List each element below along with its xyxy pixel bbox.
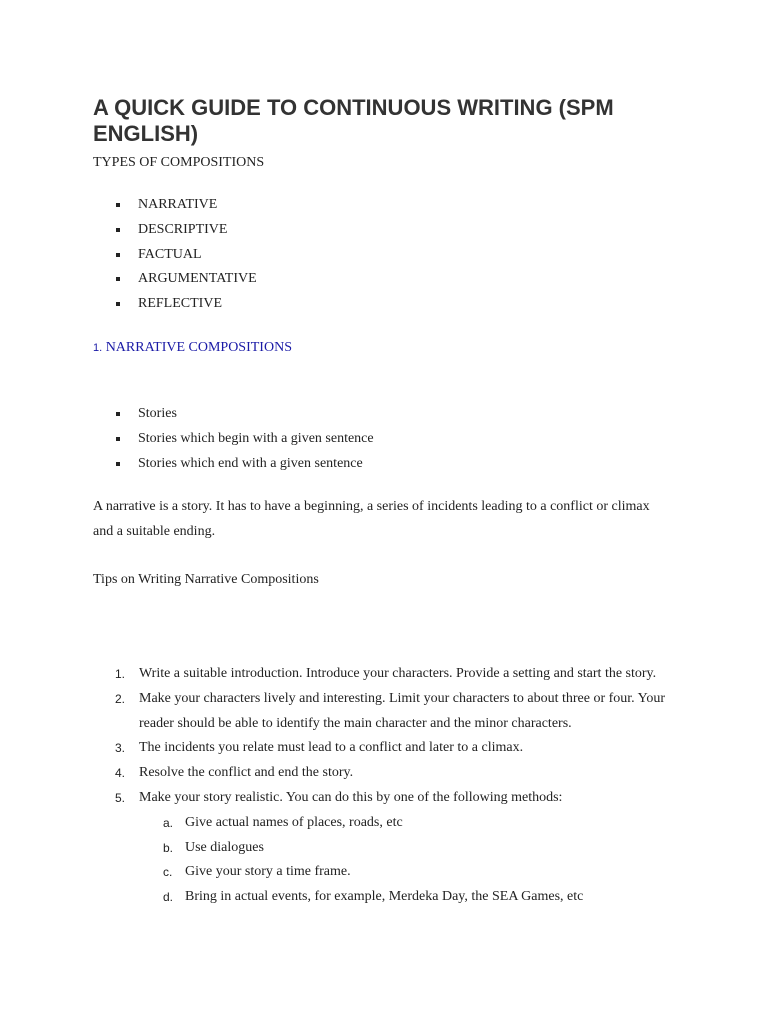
list-item <box>93 427 374 452</box>
list-item-text: Stories which end with a given sentence <box>138 455 363 471</box>
document-title: A QUICK GUIDE TO CONTINUOUS WRITING (SPM ENGLISH) <box>93 95 614 146</box>
bullet-icon <box>116 277 120 281</box>
list-item <box>93 662 693 687</box>
tips-list <box>93 662 693 910</box>
list-item <box>93 761 693 786</box>
list-item-text: Stories which begin with a given sentence <box>138 430 374 446</box>
tips-heading: Tips on Writing Narrative Compositions <box>93 572 319 587</box>
list-item-text: ARGUMENTATIVE <box>138 271 257 287</box>
list-item-text: Resolve the conflict and end the story. <box>139 765 354 781</box>
list-item-text: Write a suitable introduction. Introduce your characters. Provide a setting and start the story. <box>139 666 657 681</box>
list-item-text: Stories <box>138 406 177 421</box>
sublist-item-text: Bring in actual events, for example, Merdeka Day, the SEA Games, etc <box>185 889 584 905</box>
bullet-icon <box>116 203 120 207</box>
list-item-text: DESCRIPTIVE <box>138 221 228 237</box>
section-number: 1. <box>93 342 103 354</box>
sublist-item <box>139 811 693 836</box>
sublist-letter: a. <box>163 815 174 830</box>
sublist-item-text: Use dialogues <box>185 839 264 855</box>
section-heading-text: NARRATIVE COMPOSITIONS <box>105 340 292 355</box>
list-item <box>93 218 257 243</box>
bullet-icon <box>116 462 120 466</box>
list-item-text: Make your characters lively and interesting. Limit your characters to about three or four. Your reader should be able to identify the main character and the minor characters. <box>139 690 666 731</box>
sublist-item <box>139 885 693 910</box>
narrative-definition-paragraph: A narrative is a story. It has to have a beginning, a series of incidents leading to a conflict or climax and a suitable ending. <box>93 499 650 539</box>
section-heading-narrative <box>93 339 292 357</box>
bullet-icon <box>116 228 120 232</box>
list-number: 3. <box>115 741 126 756</box>
bullet-icon <box>116 437 120 441</box>
bullet-icon <box>116 412 120 416</box>
sublist-item-text: Give actual names of places, roads, etc <box>185 814 403 830</box>
list-number: 1. <box>115 667 126 681</box>
list-item <box>93 267 257 292</box>
sublist-item <box>139 836 693 861</box>
list-item <box>93 292 257 317</box>
list-number: 4. <box>115 766 126 781</box>
list-item-text: NARRATIVE <box>138 197 218 212</box>
sublist-letter: d. <box>163 890 174 905</box>
list-item <box>93 786 693 910</box>
list-item-text: Make your story realistic. You can do this by one of the following methods: <box>139 789 563 805</box>
list-item <box>93 736 693 761</box>
list-item-text: REFLECTIVE <box>138 296 222 312</box>
list-item <box>93 452 374 477</box>
bullet-icon <box>116 253 120 257</box>
list-item <box>93 193 257 218</box>
list-item-text: The incidents you relate must lead to a conflict and later to a climax. <box>139 740 524 756</box>
list-number: 5. <box>115 790 126 805</box>
types-subtitle: TYPES OF COMPOSITIONS <box>93 155 265 170</box>
list-item <box>93 402 374 427</box>
sublist-item <box>139 860 693 885</box>
methods-sublist <box>139 811 693 910</box>
sublist-letter: c. <box>163 865 173 880</box>
list-item-text: FACTUAL <box>138 246 202 262</box>
list-item <box>93 687 693 737</box>
stories-list <box>93 402 374 476</box>
sublist-item-text: Give your story a time frame. <box>185 864 351 880</box>
bullet-icon <box>116 302 120 306</box>
list-item <box>93 243 257 268</box>
list-number: 2. <box>115 691 126 706</box>
types-list <box>93 193 257 317</box>
sublist-letter: b. <box>163 840 174 855</box>
